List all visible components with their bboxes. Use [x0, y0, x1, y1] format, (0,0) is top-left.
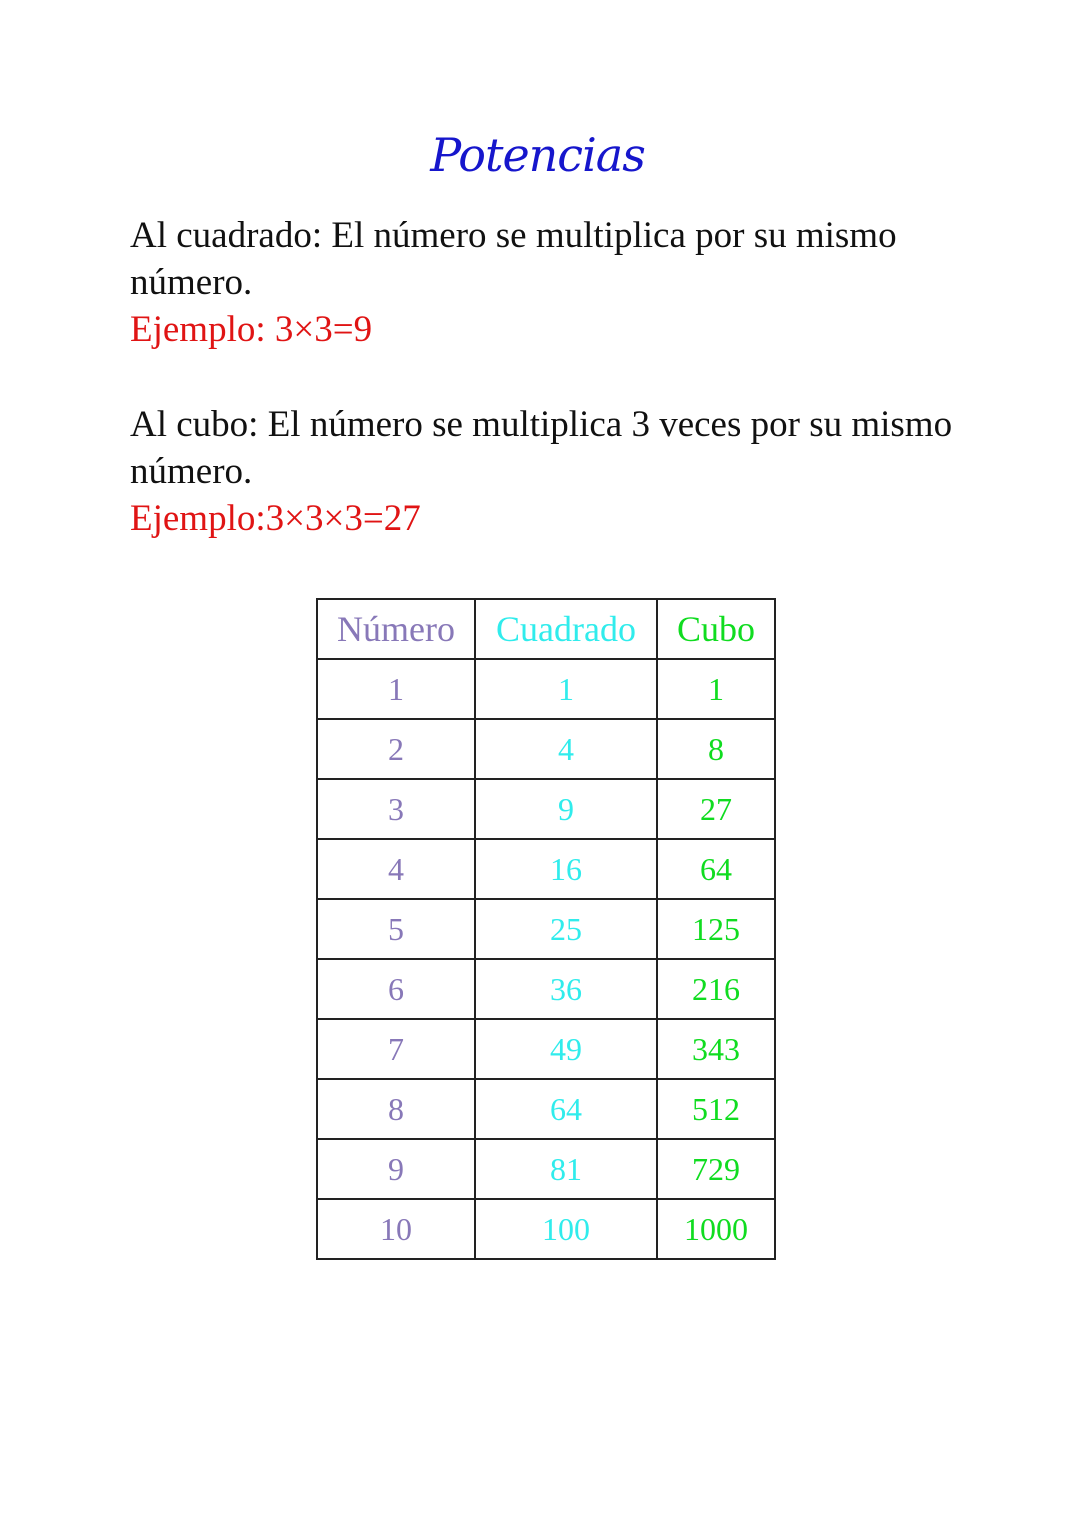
- table-row: [317, 1079, 775, 1139]
- cell-numero: 7: [317, 1019, 475, 1079]
- cell-cuadrado: 36: [475, 959, 657, 1019]
- cell-cuadrado: 9: [475, 779, 657, 839]
- table-row: [317, 959, 775, 1019]
- cell-cubo: 64: [657, 839, 775, 899]
- cell-numero: 5: [317, 899, 475, 959]
- cell-cuadrado: 4: [475, 719, 657, 779]
- header-cubo: Cubo: [657, 599, 775, 659]
- table-row: [317, 1139, 775, 1199]
- cell-numero: 9: [317, 1139, 475, 1199]
- cell-numero: 10: [317, 1199, 475, 1259]
- table-row: [317, 839, 775, 899]
- cell-numero: 1: [317, 659, 475, 719]
- cell-cuadrado: 16: [475, 839, 657, 899]
- cube-definition: [130, 401, 1010, 542]
- cell-numero: 3: [317, 779, 475, 839]
- powers-table: [316, 598, 776, 1260]
- cell-cubo: 1000: [657, 1199, 775, 1259]
- table-row: [317, 659, 775, 719]
- cube-example: Ejemplo:3×3×3=27: [130, 498, 421, 539]
- header-numero: Número: [317, 599, 475, 659]
- cell-cuadrado: 81: [475, 1139, 657, 1199]
- cell-cubo: 125: [657, 899, 775, 959]
- square-example: Ejemplo: 3×3=9: [130, 309, 373, 350]
- table-row: [317, 779, 775, 839]
- page-title: Potencias: [430, 128, 645, 182]
- table-header-row: [317, 599, 775, 659]
- header-cuadrado: Cuadrado: [475, 599, 657, 659]
- table-row: [317, 899, 775, 959]
- cell-numero: 2: [317, 719, 475, 779]
- cell-cubo: 343: [657, 1019, 775, 1079]
- cell-cubo: 1: [657, 659, 775, 719]
- cell-numero: 6: [317, 959, 475, 1019]
- cell-cubo: 729: [657, 1139, 775, 1199]
- cell-cubo: 512: [657, 1079, 775, 1139]
- cell-numero: 4: [317, 839, 475, 899]
- table-row: [317, 719, 775, 779]
- cell-cuadrado: 100: [475, 1199, 657, 1259]
- cube-text: Al cubo: El número se multiplica 3 veces por su mismo número.: [130, 404, 953, 492]
- cell-cubo: 8: [657, 719, 775, 779]
- cell-cuadrado: 64: [475, 1079, 657, 1139]
- cell-numero: 8: [317, 1079, 475, 1139]
- table-row: [317, 1199, 775, 1259]
- cell-cubo: 216: [657, 959, 775, 1019]
- cell-cuadrado: 49: [475, 1019, 657, 1079]
- square-text: Al cuadrado: El número se multiplica por su mismo número.: [130, 215, 897, 303]
- cell-cuadrado: 25: [475, 899, 657, 959]
- cell-cuadrado: 1: [475, 659, 657, 719]
- cell-cubo: 27: [657, 779, 775, 839]
- square-definition: [130, 212, 1010, 353]
- table-row: [317, 1019, 775, 1079]
